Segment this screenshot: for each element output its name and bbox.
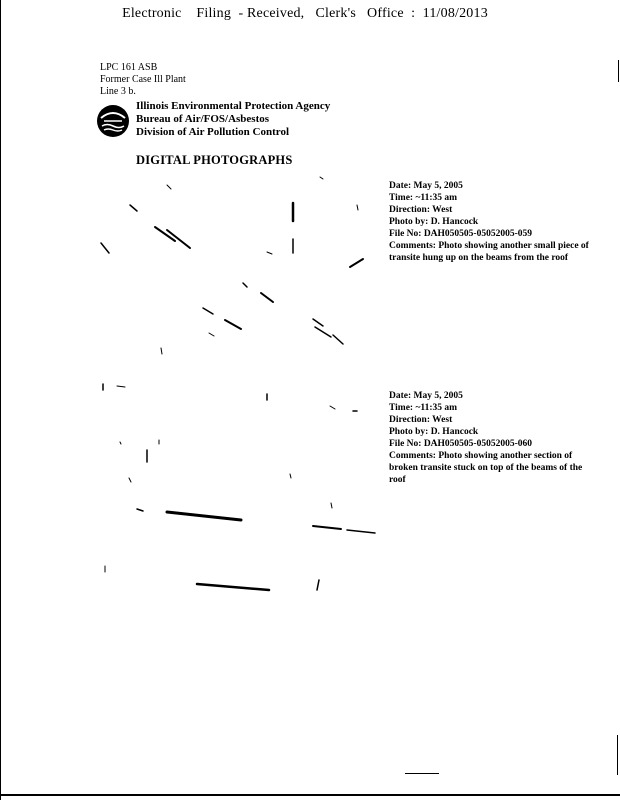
photo-1-photographer: Photo by: D. Hancock (389, 217, 479, 227)
photo-1-date: Date: May 5, 2005 (389, 181, 463, 191)
filing-stamp: Electronic Filing - Received, Clerk's Office : 11/08/2013 (122, 6, 488, 21)
photo-1-comments: Comments: Photo showing another small piece of transite hung up on the beams from the roof (389, 241, 589, 263)
photo-2-file-no: File No: DAH050505-05052005-060 (389, 439, 533, 449)
photo-2-comments: Comments: Photo showing another section of broken transite stuck on top of the beams of the roof (389, 451, 583, 485)
case-line: Line 3 b. (100, 86, 136, 97)
photo-2-info (389, 390, 601, 486)
left-scan-edge (0, 0, 1, 800)
photo-2-time: Time: ~11:35 am (389, 403, 458, 413)
agency-name: Illinois Environmental Protection Agency (136, 100, 331, 112)
photo-2-photographer: Photo by: D. Hancock (389, 427, 479, 437)
photo-1-direction: Direction: West (389, 205, 453, 215)
iepa-logo-icon (96, 104, 130, 138)
photo-1-file-no: File No: DAH050505-05052005-059 (389, 229, 533, 239)
bottom-scan-edge (0, 794, 620, 796)
right-scan-mark (618, 60, 619, 82)
photo-1-info (389, 180, 601, 264)
right-scan-mark-bottom (617, 735, 618, 775)
photo-2-direction: Direction: West (389, 415, 453, 425)
case-site: Former Case Ill Plant (100, 74, 186, 85)
photo-2 (95, 378, 385, 598)
photo-2-date: Date: May 5, 2005 (389, 391, 463, 401)
agency-bureau: Bureau of Air/FOS/Asbestos (136, 113, 270, 125)
photo-1-time: Time: ~11:35 am (389, 193, 458, 203)
case-number: LPC 161 ASB (100, 62, 158, 73)
photo-1 (95, 175, 385, 375)
document-title: DIGITAL PHOTOGRAPHS (136, 153, 293, 167)
agency-division: Division of Air Pollution Control (136, 126, 290, 138)
footer-rule (405, 773, 439, 774)
